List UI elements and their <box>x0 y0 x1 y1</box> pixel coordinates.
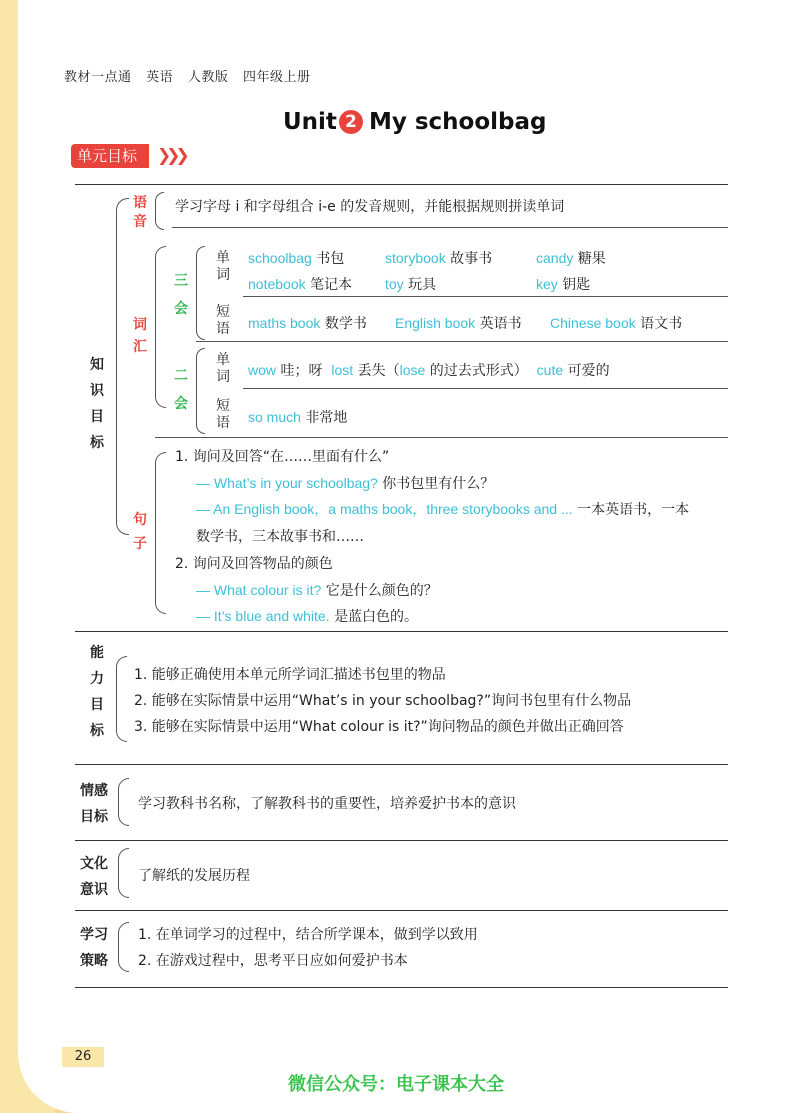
emotion-label: 情感 目标 <box>80 783 108 825</box>
brace <box>196 246 205 340</box>
strategy-item: 1. 在单词学习的过程中，结合所学课本，做到学以致用 <box>138 927 478 943</box>
vocab-item: candy 糖果 <box>536 250 606 267</box>
sentence: — What’s in your schoolbag? 你书包里有什么？ <box>196 475 495 492</box>
footer-watermark: 微信公众号：电子课本大全 <box>288 1074 504 1095</box>
vocab-item: storybook 故事书 <box>385 250 493 267</box>
vocab-item: key 钥匙 <box>536 276 591 293</box>
section-tag: 单元目标 <box>71 144 149 168</box>
vocab-item: schoolbag 书包 <box>248 250 345 267</box>
sentence-heading: 2. 询问及回答物品的颜色 <box>175 556 333 572</box>
divider <box>75 840 728 841</box>
ability-item: 1. 能够正确使用本单元所学词汇描述书包里的物品 <box>134 667 446 683</box>
brace <box>116 198 129 535</box>
sentence: — It’s blue and white. 是蓝白色的。 <box>196 608 419 625</box>
two-label: 二 会 <box>174 368 188 412</box>
phrases-label: 短 语 <box>216 304 230 337</box>
brace <box>155 192 164 230</box>
vocab-item: toy 玩具 <box>385 276 437 293</box>
brace <box>118 922 129 972</box>
words-label: 单 词 <box>216 352 230 385</box>
brace <box>155 452 166 614</box>
chevron-right-icon: ❯❯❯ <box>157 146 185 166</box>
brace <box>196 348 205 434</box>
sentence-heading: 1. 询问及回答“在……里面有什么” <box>175 449 390 465</box>
vocab-label: 词 汇 <box>133 317 147 355</box>
divider <box>196 341 728 342</box>
brace <box>118 848 129 898</box>
unit-prefix: Unit <box>283 109 337 135</box>
words-label: 单 词 <box>216 250 230 283</box>
header-item: 教材一点通 <box>64 70 132 85</box>
vocab-item: notebook 笔记本 <box>248 276 353 293</box>
ability-label: 能 力 目 标 <box>90 645 104 739</box>
brace <box>118 778 129 826</box>
sentence: — An English book，a maths book，three storybooks and ... 一本英语书，一本 <box>196 501 690 518</box>
sentence: — What colour is it? 它是什么颜色的？ <box>196 582 438 599</box>
divider <box>155 437 728 438</box>
strategy-label: 学习 策略 <box>80 927 108 969</box>
brace <box>116 656 127 742</box>
divider <box>75 987 728 988</box>
ability-item: 3. 能够在实际情景中运用“What colour is it?”询问物品的颜色并做出正确回答 <box>134 719 624 735</box>
header-item: 四年级上册 <box>242 70 311 85</box>
phrases-label: 短 语 <box>216 398 230 431</box>
strategy-item: 2. 在游戏过程中，思考平日应如何爱护书本 <box>138 953 408 969</box>
page-title <box>283 109 546 135</box>
page-number: 26 <box>62 1047 104 1067</box>
knowledge-label: 知 识 目 标 <box>90 357 104 451</box>
unit-name: My schoolbag <box>368 109 547 135</box>
vocab-item: Chinese book 语文书 <box>550 315 683 332</box>
header-item: 人教版 <box>187 70 229 85</box>
pronunciation-text: 学习字母 i 和字母组合 i-e 的发音规则，并能根据规则拼读单词 <box>175 199 565 215</box>
ability-item: 2. 能够在实际情景中运用“What’s in your schoolbag?”询问书包里有什么物品 <box>134 693 632 709</box>
divider <box>75 631 728 632</box>
brace <box>155 246 166 408</box>
emotion-text: 学习教科书名称，了解教科书的重要性，培养爱护书本的意识 <box>138 796 516 812</box>
pronunciation-label: 语 音 <box>133 195 147 230</box>
sentences-label: 句 子 <box>133 512 147 552</box>
divider <box>75 764 728 765</box>
vocab-item: wow 哇；呀 lost 丢失（lose 的过去式形式） cute 可爱的 <box>248 362 610 379</box>
header <box>64 66 320 85</box>
vocab-item: English book 英语书 <box>395 315 522 332</box>
vocab-item: maths book 数学书 <box>248 315 367 332</box>
three-label: 三 会 <box>174 273 188 317</box>
divider <box>75 184 728 185</box>
vocab-item: so much 非常地 <box>248 409 348 426</box>
culture-label: 文化 意识 <box>80 856 108 898</box>
divider <box>172 227 728 228</box>
culture-text: 了解纸的发展历程 <box>138 868 250 884</box>
divider <box>243 388 728 389</box>
divider <box>243 296 728 297</box>
header-item: 英语 <box>146 70 174 85</box>
divider <box>75 910 728 911</box>
sentence: 数学书，三本故事书和…… <box>196 529 364 545</box>
unit-number: 2 <box>339 110 363 134</box>
